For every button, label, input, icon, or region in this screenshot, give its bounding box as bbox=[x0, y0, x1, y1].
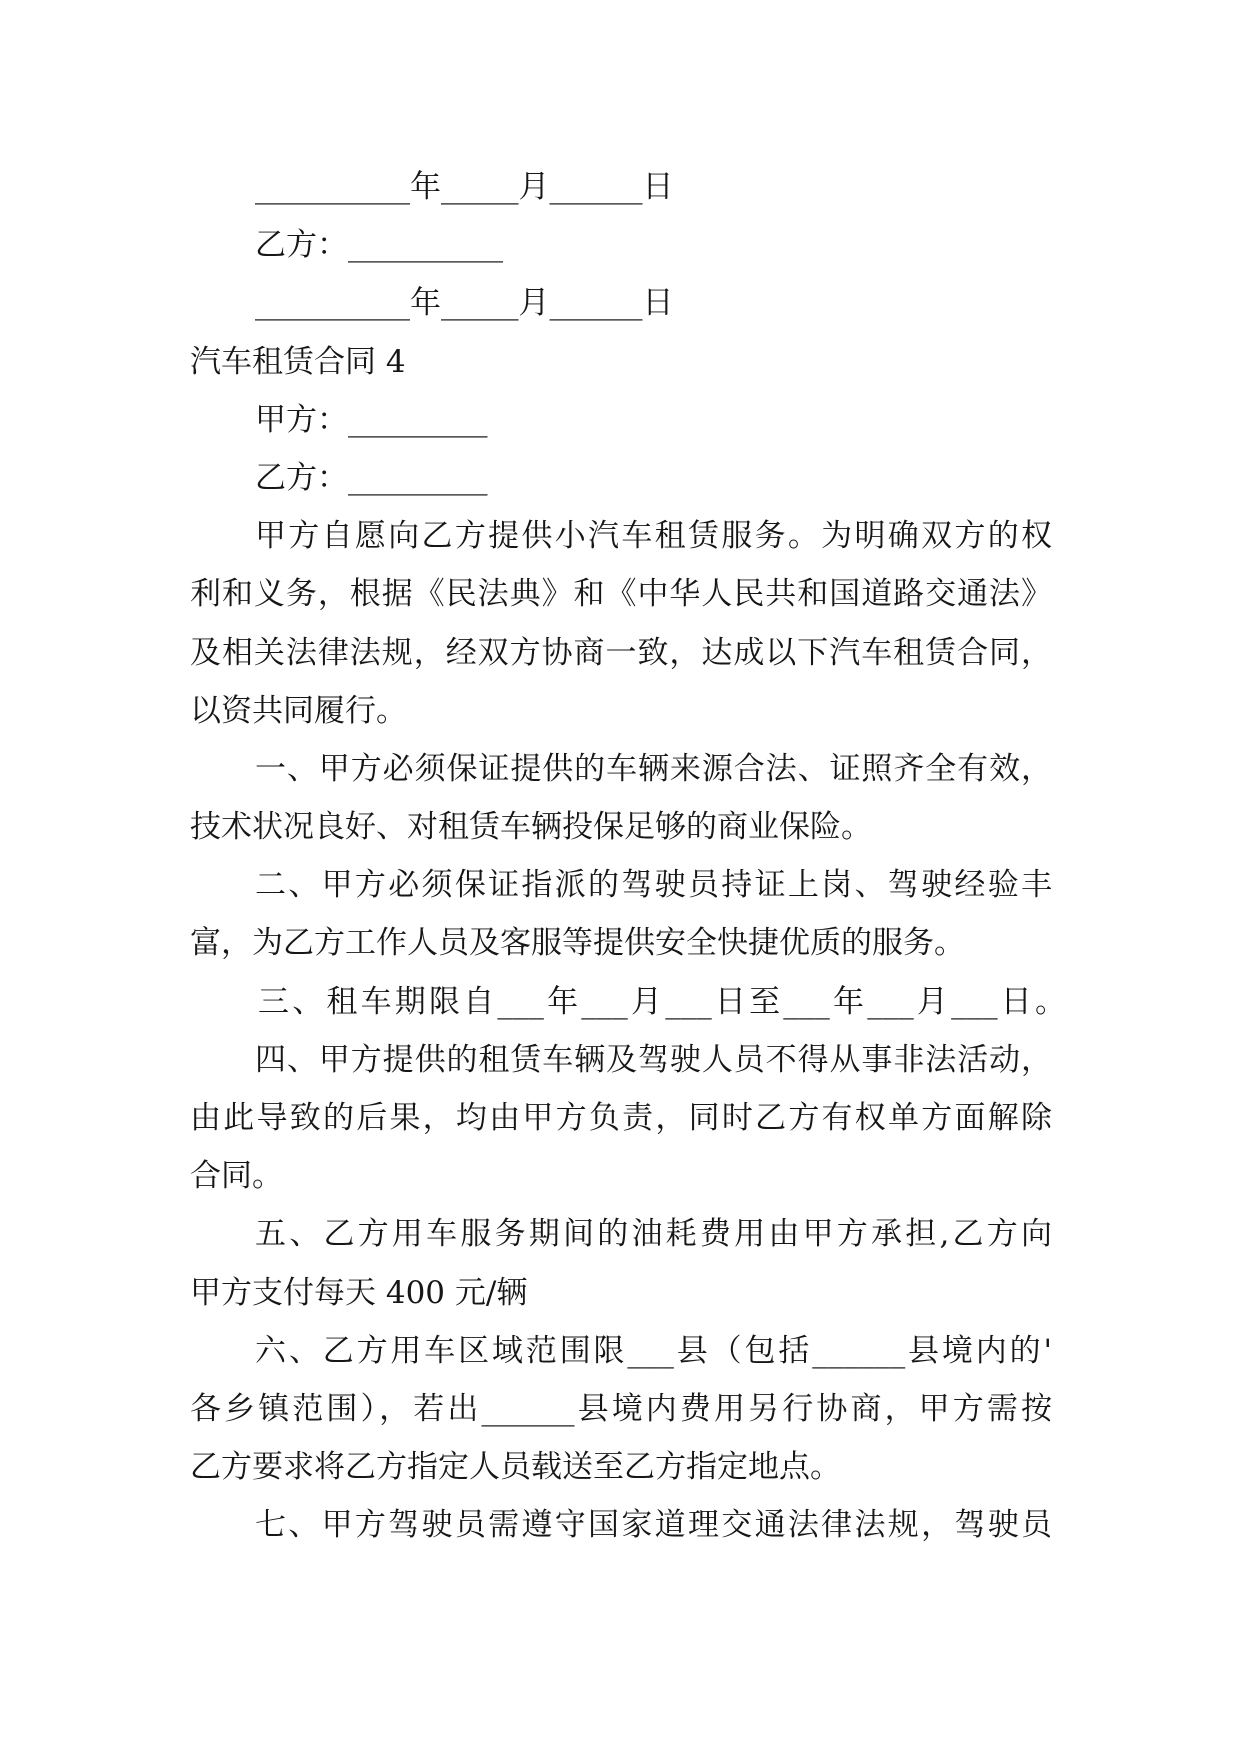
clause-line: 各乡镇范围），若出______县境内费用另行协商，甲方需按 bbox=[190, 1390, 1052, 1427]
document-body bbox=[0, 158, 1241, 1555]
signature-date-line: __________年_____月______日 bbox=[255, 285, 674, 322]
party-a-line: 甲方：_________ bbox=[255, 401, 488, 438]
clause-line: 技术状况良好、对租赁车辆投保足够的商业保险。 bbox=[190, 809, 872, 846]
paragraph-line: 甲方自愿向乙方提供小汽车租赁服务。为明确双方的权 bbox=[255, 518, 1052, 555]
party-b-signature-line: 乙方：__________ bbox=[255, 227, 503, 264]
paragraph-line: 利和义务，根据《民法典》和《中华人民共和国道路交通法》 bbox=[190, 576, 1052, 613]
clause-line: 三、租车期限自___年___月___日至___年___月___日。 bbox=[258, 983, 1066, 1020]
clause-line: 四、甲方提供的租赁车辆及驾驶人员不得从事非法活动， bbox=[255, 1041, 1052, 1078]
clause-line: 七、甲方驾驶员需遵守国家道理交通法律法规，驾驶员 bbox=[255, 1507, 1052, 1544]
party-b-line: 乙方：_________ bbox=[255, 459, 488, 496]
contract-title: 汽车租赁合同 4 bbox=[190, 343, 406, 380]
clause-line: 二、甲方必须保证指派的驾驶员持证上岗、驾驶经验丰 bbox=[255, 867, 1052, 904]
clause-line: 甲方支付每天 400 元/辆 bbox=[190, 1274, 528, 1311]
paragraph-line: 及相关法律法规，经双方协商一致，达成以下汽车租赁合同， bbox=[190, 634, 1052, 671]
paragraph-line: 以资共同履行。 bbox=[190, 692, 407, 729]
clause-line: 乙方要求将乙方指定人员载送至乙方指定地点。 bbox=[190, 1449, 841, 1486]
clause-line: 合同。 bbox=[190, 1158, 283, 1195]
clause-line: 五、乙方用车服务期间的油耗费用由甲方承担,乙方向 bbox=[255, 1216, 1052, 1253]
clause-line: 由此导致的后果，均由甲方负责，同时乙方有权单方面解除 bbox=[190, 1100, 1052, 1136]
signature-date-line: __________年_____月______日 bbox=[255, 169, 674, 205]
clause-line: 富，为乙方工作人员及客服等提供安全快捷优质的服务。 bbox=[190, 925, 965, 962]
clause-line: 一、甲方必须保证提供的车辆来源合法、证照齐全有效， bbox=[255, 750, 1052, 787]
clause-line: 六、乙方用车区域范围限___县（包括______县境内的' bbox=[255, 1332, 1052, 1369]
